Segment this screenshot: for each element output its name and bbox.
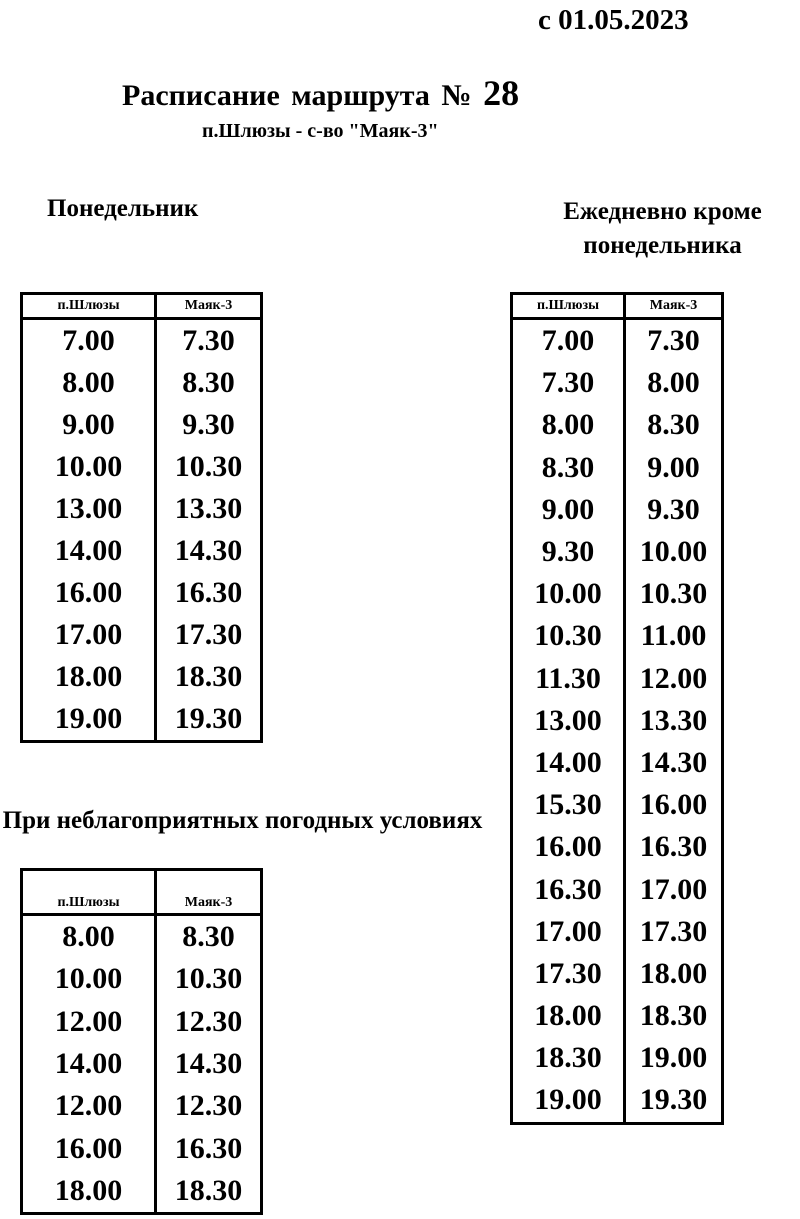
departure-shlyuzy-time: 9.30 [512,531,625,573]
table-row [22,915,262,959]
table-row [512,742,723,784]
column-header-shlyuzy: п.Шлюзы [512,294,625,319]
departure-shlyuzy-time: 8.00 [22,915,156,959]
column-header-mayak: Маяк-3 [625,294,723,319]
departure-shlyuzy-time: 9.00 [512,489,625,531]
departure-mayak-time: 19.30 [639,1083,708,1117]
departure-mayak-time: 16.30 [639,830,708,864]
departure-shlyuzy-time: 19.00 [22,698,156,742]
departure-mayak-time: 14.30 [639,745,708,779]
table-row [512,362,723,404]
departure-shlyuzy-time: 15.30 [512,784,625,826]
table-row [22,1001,262,1043]
table-header-row [512,294,723,319]
departure-shlyuzy-time: 18.00 [22,656,156,698]
table-row [22,1043,262,1085]
route-subtitle: п.Шлюзы - с-во "Маяк-3" [202,120,439,142]
departure-mayak-time: 18.30 [174,660,243,693]
table-row [512,573,723,615]
departure-shlyuzy-time: 14.00 [22,1043,156,1085]
departure-mayak-time: 8.30 [182,366,235,399]
table-row [512,319,723,363]
departure-shlyuzy-time: 10.30 [512,615,625,657]
departure-shlyuzy-time: 13.00 [22,488,156,530]
departure-shlyuzy-time: 8.30 [512,447,625,489]
departure-shlyuzy-time: 13.00 [512,700,625,742]
table-row [512,658,723,700]
table-row [22,488,262,530]
table-row [512,531,723,573]
departure-mayak-time: 13.30 [639,703,708,737]
departure-shlyuzy-time: 12.00 [22,1001,156,1043]
bad-weather-heading: При неблагоприятных погодных условиях [2,807,483,834]
departure-mayak-time: 13.30 [174,492,243,525]
title-text: Расписание маршрута № [122,79,472,112]
route-number: 28 [483,73,520,113]
departure-mayak-time: 16.30 [174,1131,243,1165]
departure-mayak-time: 12.00 [639,661,708,695]
table-row [22,958,262,1000]
table-row [22,1127,262,1169]
departure-mayak-time: 16.00 [639,788,708,822]
table-row [22,446,262,488]
table-row [512,868,723,910]
departure-shlyuzy-time: 17.00 [512,911,625,953]
departure-shlyuzy-time: 17.00 [22,614,156,656]
departure-shlyuzy-time: 16.30 [512,868,625,910]
table-row [512,784,723,826]
daily-schedule-table [510,292,724,1125]
departure-mayak-time: 9.00 [647,450,700,484]
monday-schedule-table [20,292,263,743]
departure-mayak-time: 10.30 [174,962,243,996]
departure-mayak-time: 8.00 [647,366,700,400]
effective-date: с 01.05.2023 [538,4,689,36]
table-row [22,656,262,698]
table-row [512,995,723,1037]
departure-mayak-time: 9.30 [647,492,700,526]
departure-shlyuzy-time: 8.00 [512,404,625,446]
departure-mayak-time: 19.00 [639,1041,708,1075]
departure-mayak-time: 12.30 [174,1089,243,1123]
table-row [22,1085,262,1127]
departure-mayak-time: 7.30 [182,324,235,357]
departure-mayak-time: 16.30 [174,576,243,609]
table-row [512,615,723,657]
departure-shlyuzy-time: 14.00 [22,530,156,572]
departure-mayak-time: 8.30 [182,920,235,954]
departure-shlyuzy-time: 14.00 [512,742,625,784]
table-row [22,1170,262,1214]
departure-shlyuzy-time: 10.00 [22,446,156,488]
departure-shlyuzy-time: 10.00 [512,573,625,615]
table-row [512,826,723,868]
departure-mayak-time: 17.00 [639,872,708,906]
departure-shlyuzy-time: 16.00 [22,1127,156,1169]
table-row [512,953,723,995]
departure-mayak-time: 18.00 [639,956,708,990]
table-row [22,319,262,363]
departure-shlyuzy-time: 11.30 [512,658,625,700]
table-row [22,530,262,572]
departure-shlyuzy-time: 7.00 [22,319,156,363]
departure-mayak-time: 10.00 [639,535,708,569]
departure-mayak-time: 18.30 [174,1173,243,1207]
table-row [512,489,723,531]
table-row [512,404,723,446]
departure-mayak-time: 19.30 [174,702,243,735]
column-header-mayak: Маяк-3 [156,294,262,319]
departure-shlyuzy-time: 12.00 [22,1085,156,1127]
table-row [22,362,262,404]
table-row [512,1079,723,1123]
departure-mayak-time: 12.30 [174,1004,243,1038]
table-row [512,1037,723,1079]
departure-shlyuzy-time: 16.00 [512,826,625,868]
departure-shlyuzy-time: 10.00 [22,958,156,1000]
departure-mayak-time: 8.30 [647,408,700,442]
departure-shlyuzy-time: 18.30 [512,1037,625,1079]
departure-shlyuzy-time: 7.00 [512,319,625,363]
table-header-row [22,870,262,915]
departure-shlyuzy-time: 9.00 [22,404,156,446]
departure-shlyuzy-time: 18.00 [512,995,625,1037]
table-row [22,572,262,614]
column-header-shlyuzy: п.Шлюзы [22,294,156,319]
departure-mayak-time: 14.30 [174,1047,243,1081]
table-row [512,700,723,742]
table-row [22,698,262,742]
table-row [22,614,262,656]
departure-mayak-time: 17.30 [639,914,708,948]
departure-mayak-time: 9.30 [182,408,235,441]
page-title [122,72,519,114]
departure-shlyuzy-time: 8.00 [22,362,156,404]
table-row [22,404,262,446]
departure-mayak-time: 11.00 [640,619,707,653]
table-row [512,447,723,489]
departure-shlyuzy-time: 16.00 [22,572,156,614]
daily-except-monday-heading: Ежедневно кроме понедельника [563,198,762,259]
departure-mayak-time: 10.30 [174,450,243,483]
departure-mayak-time: 14.30 [174,534,243,567]
departure-mayak-time: 10.30 [639,577,708,611]
departure-shlyuzy-time: 19.00 [512,1079,625,1123]
departure-mayak-time: 17.30 [174,618,243,651]
departure-mayak-time: 18.30 [639,999,708,1033]
column-header-mayak: Маяк-3 [156,870,262,915]
table-row [512,911,723,953]
table-header-row [22,294,262,319]
departure-shlyuzy-time: 18.00 [22,1170,156,1214]
departure-mayak-time: 7.30 [647,324,700,358]
monday-heading: Понедельник [47,195,199,222]
bad-weather-schedule-table [20,868,263,1215]
departure-shlyuzy-time: 17.30 [512,953,625,995]
column-header-shlyuzy: п.Шлюзы [22,870,156,915]
departure-shlyuzy-time: 7.30 [512,362,625,404]
